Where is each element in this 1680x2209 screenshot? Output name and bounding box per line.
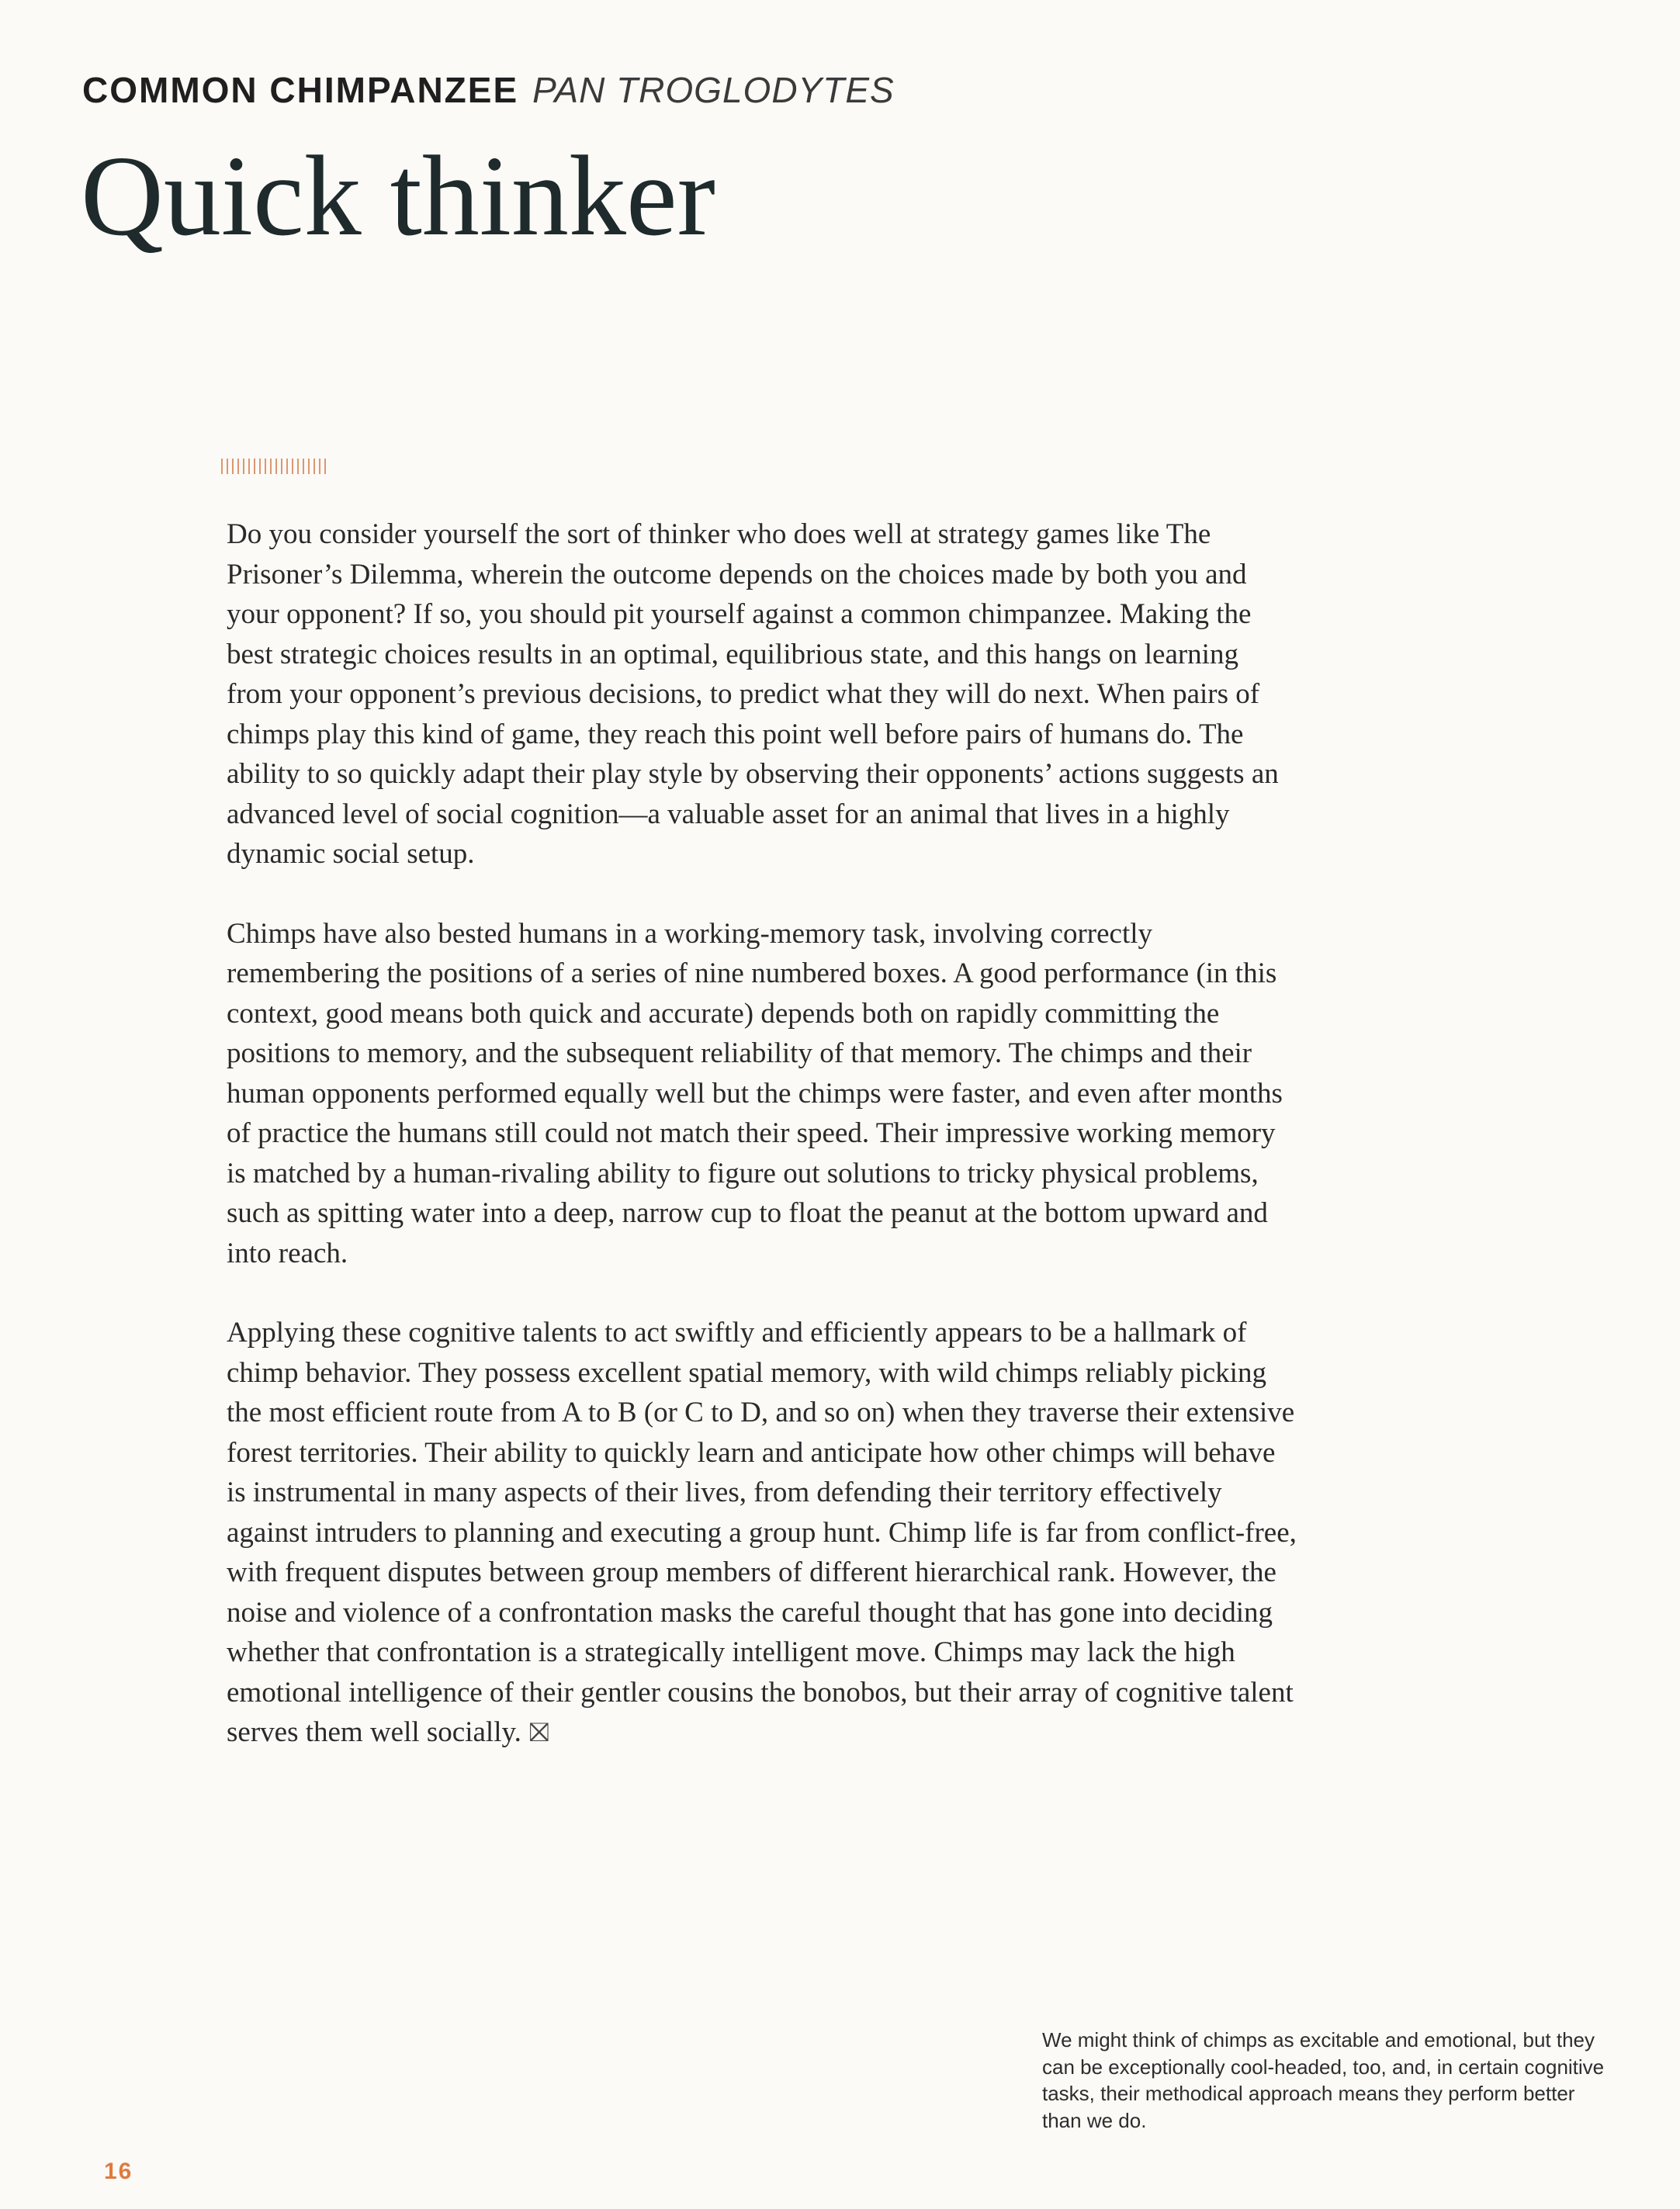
paragraph-3: [227, 1313, 1301, 1754]
decorative-rule: [221, 459, 328, 474]
article-body: [227, 514, 1301, 1793]
page-number: 16: [104, 2159, 133, 2184]
end-mark-icon: ⛝: [528, 1719, 549, 1747]
photo-caption: We might think of chimps as excitable and emotional, but they can be exceptionally cool-headed, too, and, in certain cognitive tasks, their methodical approach means they perform better than we do.: [1042, 2028, 1605, 2132]
paragraph-2: Chimps have also bested humans in a working-memory task, involving correctly remembering the positions of a series of nine numbered boxes. A good performance (in this context, good means both quick and accurate) depends both on rapidly committing the positions to memory, and the subsequent reliability of that memory. The chimps and their human opponents performed equally well but the chimps were faster, and even after months of practice the humans still could not match their speed. Their impressive working memory is matched by a human-rivaling ability to figure out solutions to tricky physical problems, such as spitting water into a deep, narrow cup to float the peanut at the bottom upward and into reach.: [227, 917, 1283, 1269]
common-name: COMMON CHIMPANZEE: [82, 70, 519, 110]
paragraph-1: Do you consider yourself the sort of thinker who does well at strategy games like The Prisoner’s Dilemma, wherein the outcome depends on the choices made by both you and your opponent? If so, you should pit yourself against a common chimpanzee. Making the best strategic choices results in an optimal, equilibrious state, and this hangs on learning from your opponent’s previous decisions, to predict what they will do next. When pairs of chimps play this kind of game, they reach this point well before pairs of humans do. The ability to so quickly adapt their play style by observing their opponents’ actions suggests an advanced level of social cognition—a valuable asset for an animal that lives in a highly dynamic social setup.: [227, 518, 1279, 870]
paragraph-3-text: Applying these cognitive talents to act swiftly and efficiently appears to be a hallmark of chimp behavior. They possess excellent spatial memory, with wild chimps reliably picking the most efficient route from A to B (or C to D, and so on) when they traverse their extensive forest territories. Their ability to quickly learn and anticipate how other chimps will behave is instrumental in many aspects of their lives, from defending their territory effectively against intruders to planning and executing a group hunt. Chimp life is far from conflict-free, with frequent disputes between group members of different hierarchical rank. However, the noise and violence of a confrontation masks the careful thought that has gone into deciding whether that confrontation is a strategically intelligent move. Chimps may lack the high emotional intelligence of their gentler cousins the bonobos, but their array of cognitive talent serves them well socially.: [227, 1317, 1297, 1748]
page-title: Quick thinker: [81, 133, 715, 260]
latin-name: PAN TROGLODYTES: [532, 70, 895, 110]
species-header: [82, 68, 895, 112]
